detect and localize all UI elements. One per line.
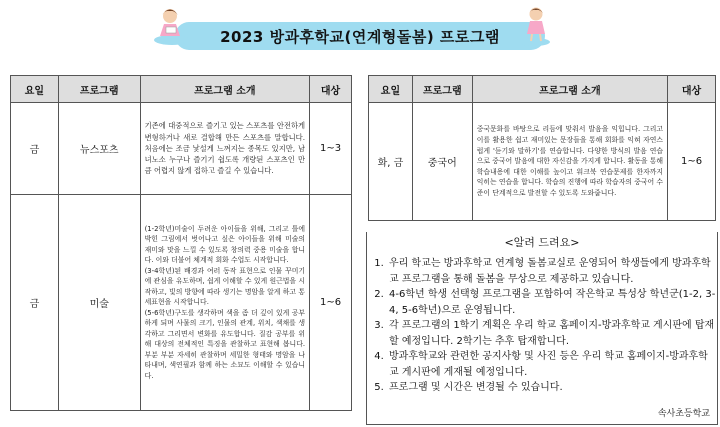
header-program: 프로그램 bbox=[58, 76, 140, 103]
header-day: 요일 bbox=[11, 76, 59, 103]
row-program: 뉴스포츠 bbox=[58, 103, 140, 195]
row-day: 화, 금 bbox=[369, 103, 413, 221]
notice-item: 3. 각 프로그램의 1학기 계획은 우리 학교 홈페이지-방과후학교 게시판에 탑재할 예정입니다. 2학기는 추후 탑재합니다. bbox=[387, 318, 717, 349]
header-intro: 프로그램 소개 bbox=[472, 76, 667, 103]
notice-box bbox=[366, 232, 718, 425]
row-desc: 중국문화를 바탕으로 리듬에 맞춰서 발음을 익힙니다. 그리고 이를 활용한 쉽고 재미있는 문장들을 통해 회화를 익혀 자연스럽게 '듣기와 말하기'를 연습합니다. 다양한 방식의 발음 연습으로 중국어 발음에 대한 자신감을 가지게 합니다. 활동을 통해 학습내용에 대한 이해를 높이고 워크북 연습문제를 한자까지 익히는 연습을 합니다. 학습의 진행에 따라 학습자의 중국어 수준이 단계적으로 발전할 수 있도록 도와줍니다. bbox=[472, 103, 667, 221]
row-desc: (1-2학년)미술이 두려운 아이들을 위해, 그리고 틀에 박힌 그림에서 벗어나고 싶은 아이들을 위해 미술의 재미와 맛을 느낄 수 있도록 창의력 중용 미술을 합니다. 이와 더불어 체계적 회화 수업도 시작합니다. (3-4학년)된 배경과 여러 동작 표현으로 인물 꾸미기에 관심을 유도하며, 쉽게 이해할 수 있게 원근법을 시작하고, 빛의 방향에 따라 생기는 명암을 알게 하고 통세표현을 시작합니다. (5-6학년)구도를 생각하며 색을 좀 더 깊이 있게 공부하게 되며 사물의 크기, 인물의 관계, 위치, 색채를 생각하고 그리면서 변화를 유도합니다. 질감 공부를 위해 대상의 전체적인 특징을 관찰하고 표현해 봅니다. 부분 부분 자세히 관찰하며 세밀한 형태와 명암을 나타내며, 색연필과 함께 하는 소묘도 이해할 수 있습니다. bbox=[140, 195, 309, 411]
notice-title: <알려 드려요> bbox=[504, 236, 580, 249]
row-day: 금 bbox=[11, 103, 59, 195]
row-target: 1~3 bbox=[310, 103, 352, 195]
school-name: 속사초등학교 bbox=[657, 409, 710, 419]
header-day: 요일 bbox=[369, 76, 413, 103]
program-table-right bbox=[368, 75, 716, 221]
row-target: 1~6 bbox=[668, 103, 716, 221]
notice-item: 2. 4-6학년 학생 선택형 프로그램을 포함하여 작은학교 특성상 학년군(1-2, 3-4, 5-6학년)으로 운영됩니다. bbox=[387, 287, 717, 318]
row-desc: 기존에 대중적으로 즐기고 있는 스포츠를 안전하게 변형하거나 새로 결합해 만든 스포츠를 말합니다. 처음에는 조금 낯설게 느껴지는 종목도 있지만, 남녀노소 누구나 즐기기 쉽도록 개량된 스포츠인 만큼 어렵지 않게 접하고 즐길 수 있습니다. bbox=[140, 103, 309, 195]
row-target: 1~6 bbox=[310, 195, 352, 411]
program-table-left bbox=[10, 75, 352, 411]
row-program: 중국어 bbox=[412, 103, 472, 221]
notice-list bbox=[367, 256, 717, 396]
notice-item: 5. 프로그램 및 시간은 변경될 수 있습니다. bbox=[387, 380, 717, 396]
notice-item: 4. 방과후학교와 관련한 공지사항 및 사진 등은 우리 학교 홈페이지-방과후학교 게시판에 게재될 예정입니다. bbox=[387, 349, 717, 380]
header-target: 대상 bbox=[668, 76, 716, 103]
header-target: 대상 bbox=[310, 76, 352, 103]
table-header-row bbox=[369, 76, 716, 103]
row-program: 미술 bbox=[58, 195, 140, 411]
header-intro: 프로그램 소개 bbox=[140, 76, 309, 103]
table-row bbox=[369, 103, 716, 221]
page-title: 2023 방과후학교(연계형돌봄) 프로그램 bbox=[220, 28, 500, 46]
header-program: 프로그램 bbox=[412, 76, 472, 103]
table-row bbox=[11, 195, 352, 411]
row-day: 금 bbox=[11, 195, 59, 411]
notice-item: 1. 우리 학교는 방과후학교 연계형 돌봄교실로 운영되어 학생들에게 방과후학교 프로그램을 통해 돌봄을 무상으로 제공하고 있습니다. bbox=[387, 256, 717, 287]
table-header-row bbox=[11, 76, 352, 103]
table-row bbox=[11, 103, 352, 195]
